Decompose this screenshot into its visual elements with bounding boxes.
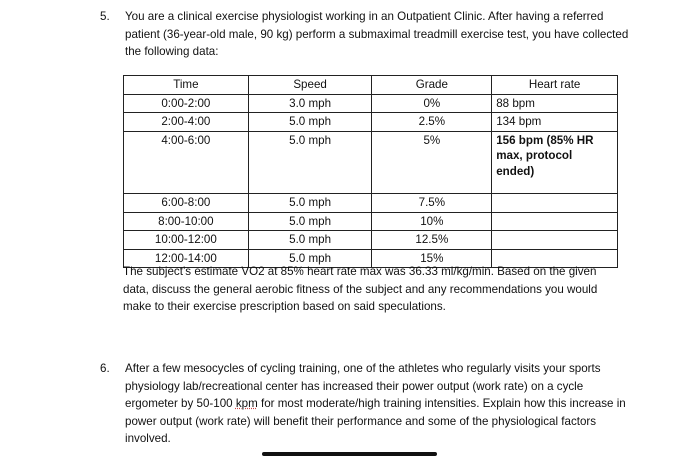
cell-speed: 5.0 mph <box>248 249 372 268</box>
question-5 <box>100 8 630 61</box>
cell-speed: 5.0 mph <box>248 231 372 250</box>
cell-grade: 5% <box>372 131 492 194</box>
home-indicator-bar <box>262 452 437 456</box>
cell-speed: 5.0 mph <box>248 131 372 194</box>
cell-heart-rate <box>492 231 618 250</box>
question-6-text-part1: After a few mesocycles of cycling training, one of the athletes who regularly visits your sports physiology lab/recreational center has increased their power output (work rate) on a cycle ergometer by 50-100 <box>125 362 601 410</box>
table-row <box>124 94 618 113</box>
cell-time: 0:00-2:00 <box>124 94 249 113</box>
cell-grade: 15% <box>372 249 492 268</box>
cell-time: 2:00-4:00 <box>124 113 249 132</box>
table-row <box>124 131 618 194</box>
question-5-followup: The subject’s estimate VO2 at 85% heart rate max was 36.33 ml/kg/min. Based on the given data, discuss the general aerobic fitness of the subject and any recommendations you would make to their exercise prescription based on said speculations. <box>123 265 598 313</box>
cell-grade: 7.5% <box>372 194 492 213</box>
cell-speed: 5.0 mph <box>248 194 372 213</box>
cell-grade: 0% <box>372 94 492 113</box>
cell-speed: 3.0 mph <box>248 94 372 113</box>
header-time: Time <box>124 76 249 95</box>
cell-time: 10:00-12:00 <box>124 231 249 250</box>
header-heart-rate: Heart rate <box>492 76 618 95</box>
cell-speed: 5.0 mph <box>248 113 372 132</box>
table-header-row <box>124 76 618 95</box>
cell-time: 12:00-14:00 <box>124 249 249 268</box>
header-grade: Grade <box>372 76 492 95</box>
cell-grade: 2.5% <box>372 113 492 132</box>
cell-time: 6:00-8:00 <box>124 194 249 213</box>
cell-heart-rate: 134 bpm <box>492 113 618 132</box>
question-6-text-part2: for most moderate/high training intensities. Explain how this increase in power output (work rate) will benefit their performance and some of the physiological factors involved. <box>125 397 626 445</box>
question-6 <box>100 360 630 448</box>
cell-heart-rate <box>492 212 618 231</box>
table-row <box>124 231 618 250</box>
table-row <box>124 194 618 213</box>
question-6-text <box>125 360 630 448</box>
question-6-number: 6. <box>100 362 110 375</box>
cell-grade: 10% <box>372 212 492 231</box>
cell-time: 8:00-10:00 <box>124 212 249 231</box>
kpm-unit: kpm <box>235 397 258 410</box>
cell-time: 4:00-6:00 <box>124 131 249 194</box>
cell-grade: 12.5% <box>372 231 492 250</box>
question-5-intro: You are a clinical exercise physiologist working in an Outpatient Clinic. After having a referred patient (36-year-old male, 90 kg) perform a submaximal treadmill exercise test, you have collected the following data: <box>125 10 629 58</box>
cell-heart-rate-max: 156 bpm (85% HR max, protocol ended) <box>492 131 618 194</box>
treadmill-data-table <box>123 75 618 268</box>
header-speed: Speed <box>248 76 372 95</box>
table-row <box>124 212 618 231</box>
cell-speed: 5.0 mph <box>248 212 372 231</box>
cell-heart-rate: 88 bpm <box>492 94 618 113</box>
cell-heart-rate <box>492 194 618 213</box>
table-row <box>124 113 618 132</box>
question-5-number: 5. <box>100 10 110 23</box>
